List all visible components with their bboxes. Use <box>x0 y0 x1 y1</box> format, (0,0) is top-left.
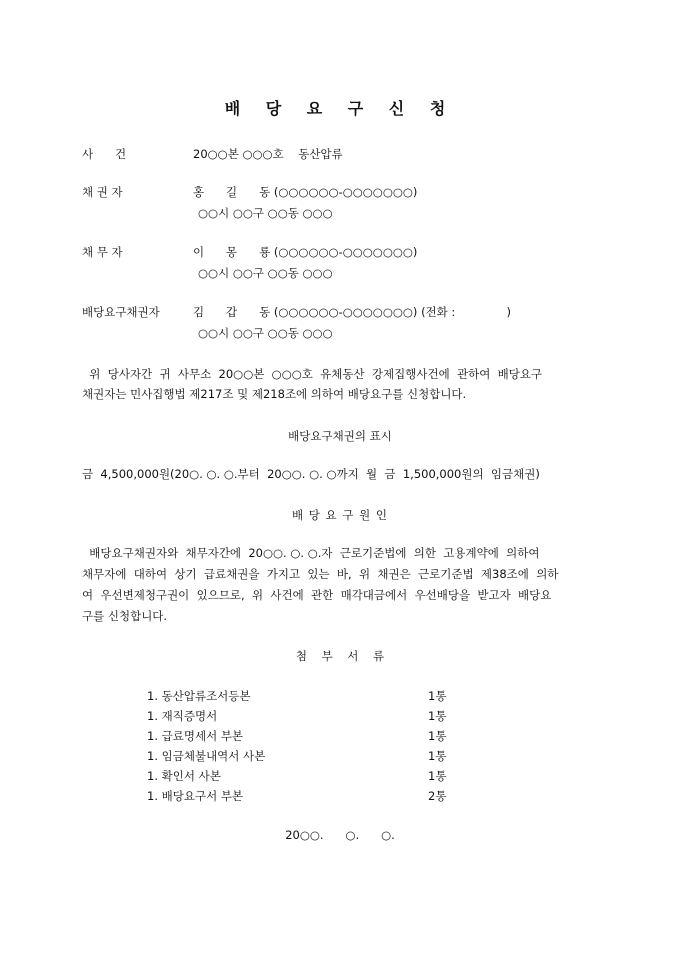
cause-line-4: 구를 신청합니다. <box>82 609 168 623</box>
intro-line-2: 채권자는 민사집행법 제217조 및 제218조에 의하여 배당요구를 신청합니다. <box>82 387 467 401</box>
attachment-name: 1. 배당요구서 부본 <box>147 789 244 803</box>
attachment-name: 1. 확인서 사본 <box>147 769 221 783</box>
case-label: 사 건 <box>82 147 127 161</box>
claimant-label: 배당요구채권자 <box>82 305 160 319</box>
attachment-count: 1통 <box>428 689 447 703</box>
attachment-name: 1. 급료명세서 부본 <box>147 729 244 743</box>
cause-heading: 배 당 요 구 원 인 <box>292 508 388 522</box>
attachment-name: 1. 동산압류조서등본 <box>147 689 251 703</box>
claimant-address: ○○시 ○○구 ○○동 ○○○ <box>198 326 333 340</box>
attachment-count: 2통 <box>428 789 447 803</box>
claim-text: 금 4,500,000원(20○. ○. ○.부터 20○○. ○. ○까지 월 금 1,500,000원의 임금채권) <box>82 467 540 481</box>
creditor-label: 채 권 자 <box>82 185 123 199</box>
cause-line-1: 배당요구채권자와 채무자간에 20○○. ○. ○.자 근로기준법에 의한 고용계약에 의하여 <box>82 546 540 560</box>
cause-line-3: 여 우선변제청구권이 있으므로, 위 사건에 관한 매각대금에서 우선배당을 받고자 배당요 <box>82 588 552 602</box>
cause-line-2: 채무자에 대하여 상기 급료채권을 가지고 있는 바, 위 채권은 근로기준법 제38조에 의하 <box>82 567 559 581</box>
creditor-name: 홍 길 동 (○○○○○○-○○○○○○○) <box>193 185 418 199</box>
attachment-count: 1통 <box>428 769 447 783</box>
attachment-name: 1. 임금체불내역서 사본 <box>147 749 266 763</box>
debtor-label: 채 무 자 <box>82 245 123 259</box>
attachment-count: 1통 <box>428 729 447 743</box>
attachment-count: 1통 <box>428 749 447 763</box>
attachments-heading: 첨 부 서 류 <box>295 649 385 663</box>
filing-date: 20○○. ○. ○. <box>285 828 395 842</box>
creditor-address: ○○시 ○○구 ○○동 ○○○ <box>198 206 333 220</box>
claimant-name: 김 갑 동 (○○○○○○-○○○○○○○) (전화 : ) <box>193 305 511 319</box>
case-value: 20○○본 ○○○호 동산압류 <box>193 147 343 161</box>
claim-heading: 배당요구채권의 표시 <box>288 429 392 443</box>
debtor-name: 이 몽 룡 (○○○○○○-○○○○○○○) <box>193 245 418 259</box>
debtor-address: ○○시 ○○구 ○○동 ○○○ <box>198 266 333 280</box>
intro-line-1: 위 당사자간 귀 사무소 20○○본 ○○○호 유체동산 강제집행사건에 관하여 배당요구 <box>82 367 543 381</box>
attachment-count: 1통 <box>428 709 447 723</box>
attachment-name: 1. 재직증명서 <box>147 709 218 723</box>
document-title: 배 당 요 구 신 청 <box>224 99 456 118</box>
